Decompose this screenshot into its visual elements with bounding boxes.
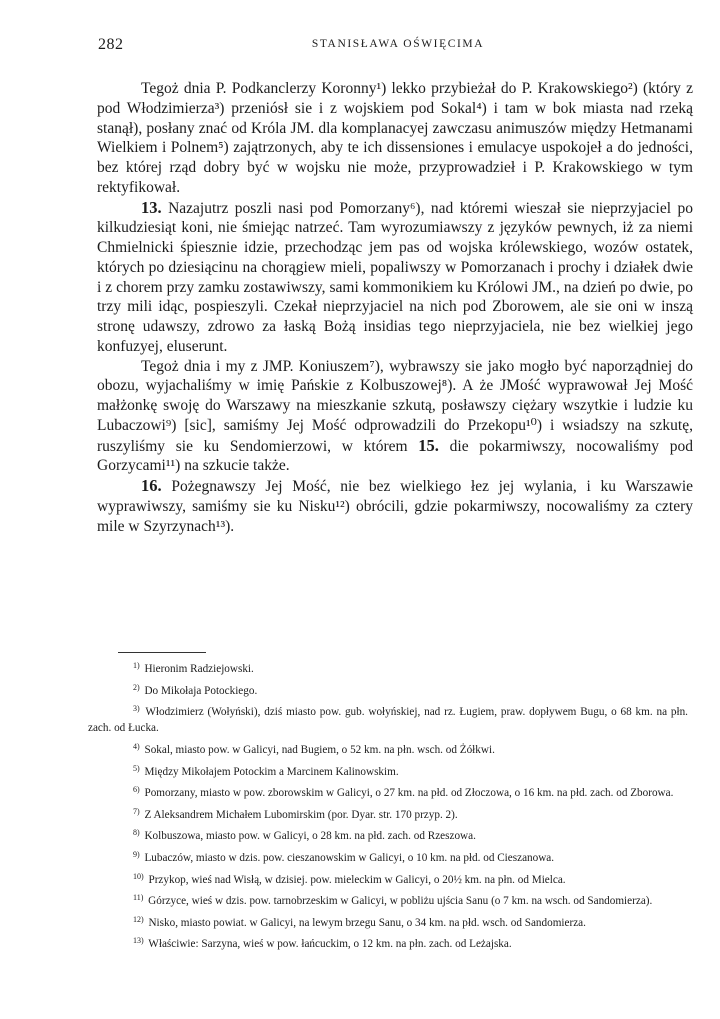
footnote — [88, 825, 688, 844]
footnote-text: Między Mikołajem Potockim a Marcinem Kalinowskim. — [144, 765, 399, 778]
footnote-mark: 10) — [133, 871, 144, 881]
footnote — [88, 701, 688, 736]
footnote — [88, 890, 688, 909]
footnote-mark: 8) — [133, 828, 140, 838]
footnote — [88, 761, 688, 780]
footnote-mark: 7) — [133, 806, 140, 816]
footnote-text: Pomorzany, miasto w pow. zborowskim w Galicyi, o 27 km. na płd. od Złoczowa, o 16 km. na płd. zach. od Zborowa. — [144, 787, 674, 800]
paragraph-text: Tegoż dnia i my z JMP. Koniuszem⁷), wybrawszy sie jako mogło być naporządniej do obozu, wyjachaliśmy w imię Pańskie z Kolbuszowej⁸). A że JMość wyprawował Jej Mość małżonkę swoję do Warszawy na mieszkanie szkutą, posławszy ciężary wszytkie i ludzie ku Lubaczowi⁹) [sic], samiśmy Jej Mość odprowadzili do Przekopu¹⁰) i wsiadszy na szkutę, ruszyliśmy sie ku Sendomierzowi, w którem — [97, 357, 693, 455]
main-text — [97, 79, 693, 536]
footnote-text: Sokal, miasto pow. w Galicyi, nad Bugiem, o 52 km. na płn. wsch. od Żółkwi. — [144, 743, 495, 756]
section-number: 15. — [418, 435, 439, 455]
footnote-mark: 5) — [133, 763, 140, 773]
footnote-text: Kolbuszowa, miasto pow. w Galicyi, o 28 km. na płd. zach. od Rzeszowa. — [144, 830, 476, 843]
paragraph-text: Nazajutrz poszli nasi pod Pomorzany⁶), nad któremi wieszał sie nieprzyjaciel po kilkudziesiąt koni, nie śmiejąc natrzeć. Tam wyrozumiawszy z języków pewnych, iż za niemi Chmielnicki śpiesznie idzie, przechodząc jem pas od wojska królewskiego, wozów ostatek, których po dziesiącinu na chorągiew mieli, popaliwszy w Pomorzanach i prochy i działek dwie i z chorem przy zamku zostawiwszy, sami kommonikiem ku Królowi JM., na dzień po dwie, po trzy mili idąc, pospieszyli. Czekał nieprzyjaciel na nich pod Zborowem, ale sie oni w inszą stronę udawszy, zdrowo za łaską Bożą insidias tego nieprzyjaciela, nie bez wielkiej jego konfuzyej, eluserunt. — [97, 199, 694, 355]
footnote — [88, 782, 688, 801]
footnote-mark: 13) — [133, 936, 144, 946]
running-head: STANISŁAWA OŚWIĘCIMA — [311, 38, 485, 50]
footnote — [88, 804, 688, 823]
footnote-text: Włodzimierz (Wołyński), dziś miasto pow. gub. wołyńskiej, nad rz. Ługiem, praw. dopływem Bugu, o 68 km. na płn. zach. od Łucka. — [88, 706, 688, 735]
footnotes — [88, 658, 688, 955]
paragraph — [97, 357, 693, 477]
paragraph — [97, 198, 693, 357]
footnote-mark: 9) — [133, 849, 140, 859]
section-number: 13. — [141, 197, 162, 217]
footnote-text: Hieronim Radziejowski. — [144, 663, 254, 675]
footnote-divider — [118, 652, 206, 653]
footnote — [88, 680, 688, 699]
footnote — [88, 869, 688, 888]
paragraph-text: Tegoż dnia P. Podkanclerzy Koronny¹) lekko przybieżał do P. Krakowskiego²) (który z pod Włodzimierza³) przeniósł sie i z wojskiem pod Sokal⁴) i tam w bok miasta nad rzeką stanął), posłany znać od Króla JM. dla komplanacyej zawczasu animuszów między Hetmanami Wielkiem i Polnem⁵) zajątrzonych, aby te ich dissensiones i emulacye uspokojeł a do jedności, bez której rząd dobry być w wojsku nie może, przyprowadzieł i P. Krakowskiego w tym rektyfikował. — [97, 80, 693, 196]
footnote — [88, 912, 688, 931]
footnote-text: Górzyce, wieś w dzis. pow. tarnobrzeskim w Galicyi, w pobliżu ujścia Sanu (o 7 km. na wsch. od Sandomierza). — [148, 895, 653, 908]
footnote-mark: 3) — [133, 704, 140, 714]
footnote — [88, 933, 688, 952]
footnote — [88, 739, 688, 758]
footnote-mark: 4) — [133, 741, 140, 751]
section-number: 16. — [141, 476, 162, 495]
footnote-text: Z Aleksandrem Michałem Lubomirskim (por. Dyar. str. 170 przyp. 2). — [144, 808, 458, 821]
page-number: 282 — [98, 36, 124, 53]
footnote-text: Lubaczów, miasto w dzis. pow. cieszanowskim w Galicyi, o 10 km. na płd. od Cieszanowa. — [144, 851, 555, 864]
footnote-mark: 2) — [133, 682, 140, 692]
footnote — [88, 658, 688, 677]
footnote-text: Do Mikołaja Potockiego. — [144, 684, 258, 697]
page-header — [98, 36, 688, 58]
footnote-text: Przykop, wieś nad Wisłą, w dzisiej. pow. mieleckim w Galicyi, o 20½ km. na płn. od Mielca. — [148, 873, 566, 886]
footnote-text: Nisko, miasto powiat. w Galicyi, na lewym brzegu Sanu, o 34 km. na płd. wsch. od Sandomierza. — [148, 916, 586, 929]
footnote-mark: 6) — [133, 785, 140, 795]
paragraph-text: die pokarmiwszy, nocowaliśmy pod Gorzycami¹¹) na szkucie także. — [97, 437, 694, 475]
footnote-mark: 1) — [133, 661, 140, 670]
footnote — [88, 847, 688, 866]
footnote-mark: 12) — [133, 914, 144, 924]
paragraph — [97, 79, 693, 198]
paragraph — [97, 476, 693, 536]
footnote-mark: 11) — [133, 893, 144, 903]
paragraph-text: Pożegnawszy Jej Mość, nie bez wielkiego łez jej wylania, i ku Warszawie wyprawiwszy, samiśmy sie ku Nisku¹²) obrócili, gdzie pokarmiwszy, nocowaliśmy za cztery mile w Szyrzynach¹³). — [97, 478, 693, 535]
footnote-text: Właściwie: Sarzyna, wieś w pow. łańcuckim, o 12 km. na płn. zach. od Leżajska. — [148, 938, 512, 951]
